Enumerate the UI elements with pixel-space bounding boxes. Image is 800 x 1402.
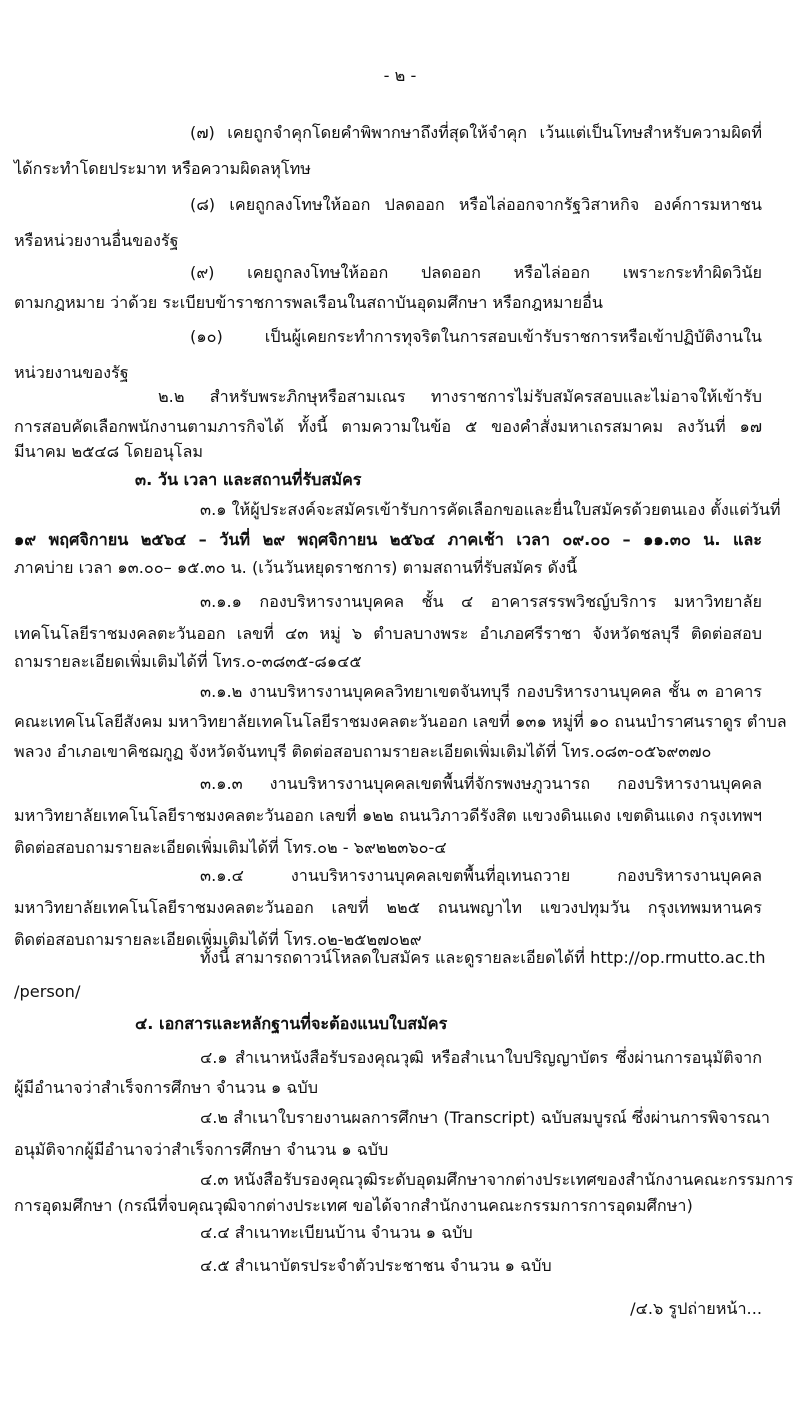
text-line: ๑๙ พฤศจิกายน ๒๕๖๔ – วันที่ ๒๙ พฤศจิกายน ๒๕๖๔ ภาคเช้า เวลา ๐๙.๐๐ – ๑๑.๓๐ น. และ [14,530,762,549]
text-line: ติดต่อสอบถามรายละเอียดเพิ่มเติมได้ที่ โทร.๐๒ - ๖๙๒๒๓๖๐-๔ [14,838,447,857]
text-line: (๗) เคยถูกจำคุกโดยคำพิพากษาถึงที่สุดให้จำคุก เว้นแต่เป็นโทษสำหรับความผิดที่ [190,123,762,142]
text-line: หรือหน่วยงานอื่นของรัฐ [14,231,179,250]
text-line: ๔.๕ สำเนาบัตรประจำตัวประชาชน จำนวน ๑ ฉบับ [200,1256,552,1275]
text-line: ๔.๑ สำเนาหนังสือรับรองคุณวุฒิ หรือสำเนาใบปริญญาบัตร ซึ่งผ่านการอนุมัติจาก [200,1048,762,1067]
text-line: มหาวิทยาลัยเทคโนโลยีราชมงคลตะวันออก เลขที่ ๑๒๒ ถนนวิภาวดีรังสิต แขวงดินแดง เขตดินแดง กรุงเทพฯ [14,806,762,825]
text-line: ทั้งนี้ สามารถดาวน์โหลดใบสมัคร และดูรายละเอียดได้ที่ http://op.rmutto.ac.th [200,948,766,967]
text-line: /person/ [14,982,81,1001]
text-line: ๓.๑ ให้ผู้ประสงค์จะสมัครเข้ารับการคัดเลือกขอและยื่นใบสมัครด้วยตนเอง ตั้งแต่วันที่ [200,500,781,519]
text-line: ภาคบ่าย เวลา ๑๓.๐๐– ๑๕.๓๐ น. (เว้นวันหยุดราชการ) ตามสถานที่รับสมัคร ดังนี้ [14,558,578,577]
text-line: ๓.๑.๔ งานบริหารงานบุคคลเขตพื้นที่อุเทนถวาย กองบริหารงานบุคคล [200,866,762,885]
text-line: อนุมัติจากผู้มีอำนาจว่าสำเร็จการศึกษา จำนวน ๑ ฉบับ [14,1140,389,1159]
text-line: ๔.๔ สำเนาทะเบียนบ้าน จำนวน ๑ ฉบับ [200,1223,473,1242]
page-number: - ๒ - [383,66,417,85]
text-line: ๓.๑.๑ กองบริหารงานบุคคล ชั้น ๔ อาคารสรรพวิชญ์บริการ มหาวิทยาลัย [200,592,762,611]
text-line: ๓.๑.๒ งานบริหารงานบุคคลวิทยาเขตจันทบุรี กองบริหารงานบุคคล ชั้น ๓ อาคาร [200,682,762,701]
text-line: ตามกฎหมาย ว่าด้วย ระเบียบข้าราชการพลเรือนในสถาบันอุดมศึกษา หรือกฎหมายอื่น [14,293,603,312]
text-line: ๔.๓ หนังสือรับรองคุณวุฒิระดับอุดมศึกษาจากต่างประเทศของสำนักงานคณะกรรมการ [200,1170,794,1189]
text-line: พลวง อำเภอเขาคิชฌกูฏ จังหวัดจันทบุรี ติดต่อสอบถามรายละเอียดเพิ่มเติมได้ที่ โทร.๐๘๓-๐๕๖๙๓๗๐ [14,742,712,761]
text-line: มหาวิทยาลัยเทคโนโลยีราชมงคลตะวันออก เลขที่ ๒๒๕ ถนนพญาไท แขวงปทุมวัน กรุงเทพมหานคร [14,898,762,917]
text-line: การสอบคัดเลือกพนักงานตามภารกิจได้ ทั้งนี้ ตามความในข้อ ๕ ของคำสั่งมหาเถรสมาคม ลงวันที่ ๑๗ [14,417,762,436]
text-line: การอุดมศึกษา (กรณีที่จบคุณวุฒิจากต่างประเทศ ขอได้จากสำนักงานคณะกรรมการการอุดมศึกษา) [14,1196,693,1215]
text-line: ผู้มีอำนาจว่าสำเร็จการศึกษา จำนวน ๑ ฉบับ [14,1078,318,1097]
text-line: ๔. เอกสารและหลักฐานที่จะต้องแนบใบสมัคร [135,1014,448,1033]
text-line: ถามรายละเอียดเพิ่มเติมได้ที่ โทร.๐-๓๘๓๕-๘๑๔๕ [14,652,362,671]
text-line: หน่วยงานของรัฐ [14,363,129,382]
text-line: มีนาคม ๒๕๔๘ โดยอนุโลม [14,442,204,461]
text-line: ๒.๒ สำหรับพระภิกษุหรือสามเณร ทางราชการไม่รับสมัครสอบและไม่อาจให้เข้ารับ [158,387,762,406]
continuation-note: /๔.๖ รูปถ่ายหน้า... [630,1299,762,1318]
text-line: (๑๐) เป็นผู้เคยกระทำการทุจริตในการสอบเข้ารับราชการหรือเข้าปฏิบัติงานใน [190,327,762,346]
text-line: คณะเทคโนโลยีสังคม มหาวิทยาลัยเทคโนโลยีราชมงคลตะวันออก เลขที่ ๑๓๑ หมู่ที่ ๑๐ ถนนบำราศนราดูร ตำบล [14,712,787,731]
text-line: ติดต่อสอบถามรายละเอียดเพิ่มเติมได้ที่ โทร.๐๒-๒๕๒๗๐๒๙ [14,930,422,949]
text-line: (๙) เคยถูกลงโทษให้ออก ปลดออก หรือไล่ออก เพราะกระทำผิดวินัย [190,263,762,282]
text-line: (๘) เคยถูกลงโทษให้ออก ปลดออก หรือไล่ออกจากรัฐวิสาหกิจ องค์การมหาชน [190,195,762,214]
text-line: ได้กระทำโดยประมาท หรือความผิดลหุโทษ [14,159,311,178]
text-line: ๓. วัน เวลา และสถานที่รับสมัคร [135,470,362,489]
text-line: ๔.๒ สำเนาใบรายงานผลการศึกษา (Transcript) ฉบับสมบูรณ์ ซึ่งผ่านการพิจารณา [200,1108,770,1127]
text-line: ๓.๑.๓ งานบริหารงานบุคคลเขตพื้นที่จักรพงษภูวนารถ กองบริหารงานบุคคล [200,774,762,793]
text-line: เทคโนโลยีราชมงคลตะวันออก เลขที่ ๔๓ หมู่ ๖ ตำบลบางพระ อำเภอศรีราชา จังหวัดชลบุรี ติดต่อสอบ [14,624,762,643]
